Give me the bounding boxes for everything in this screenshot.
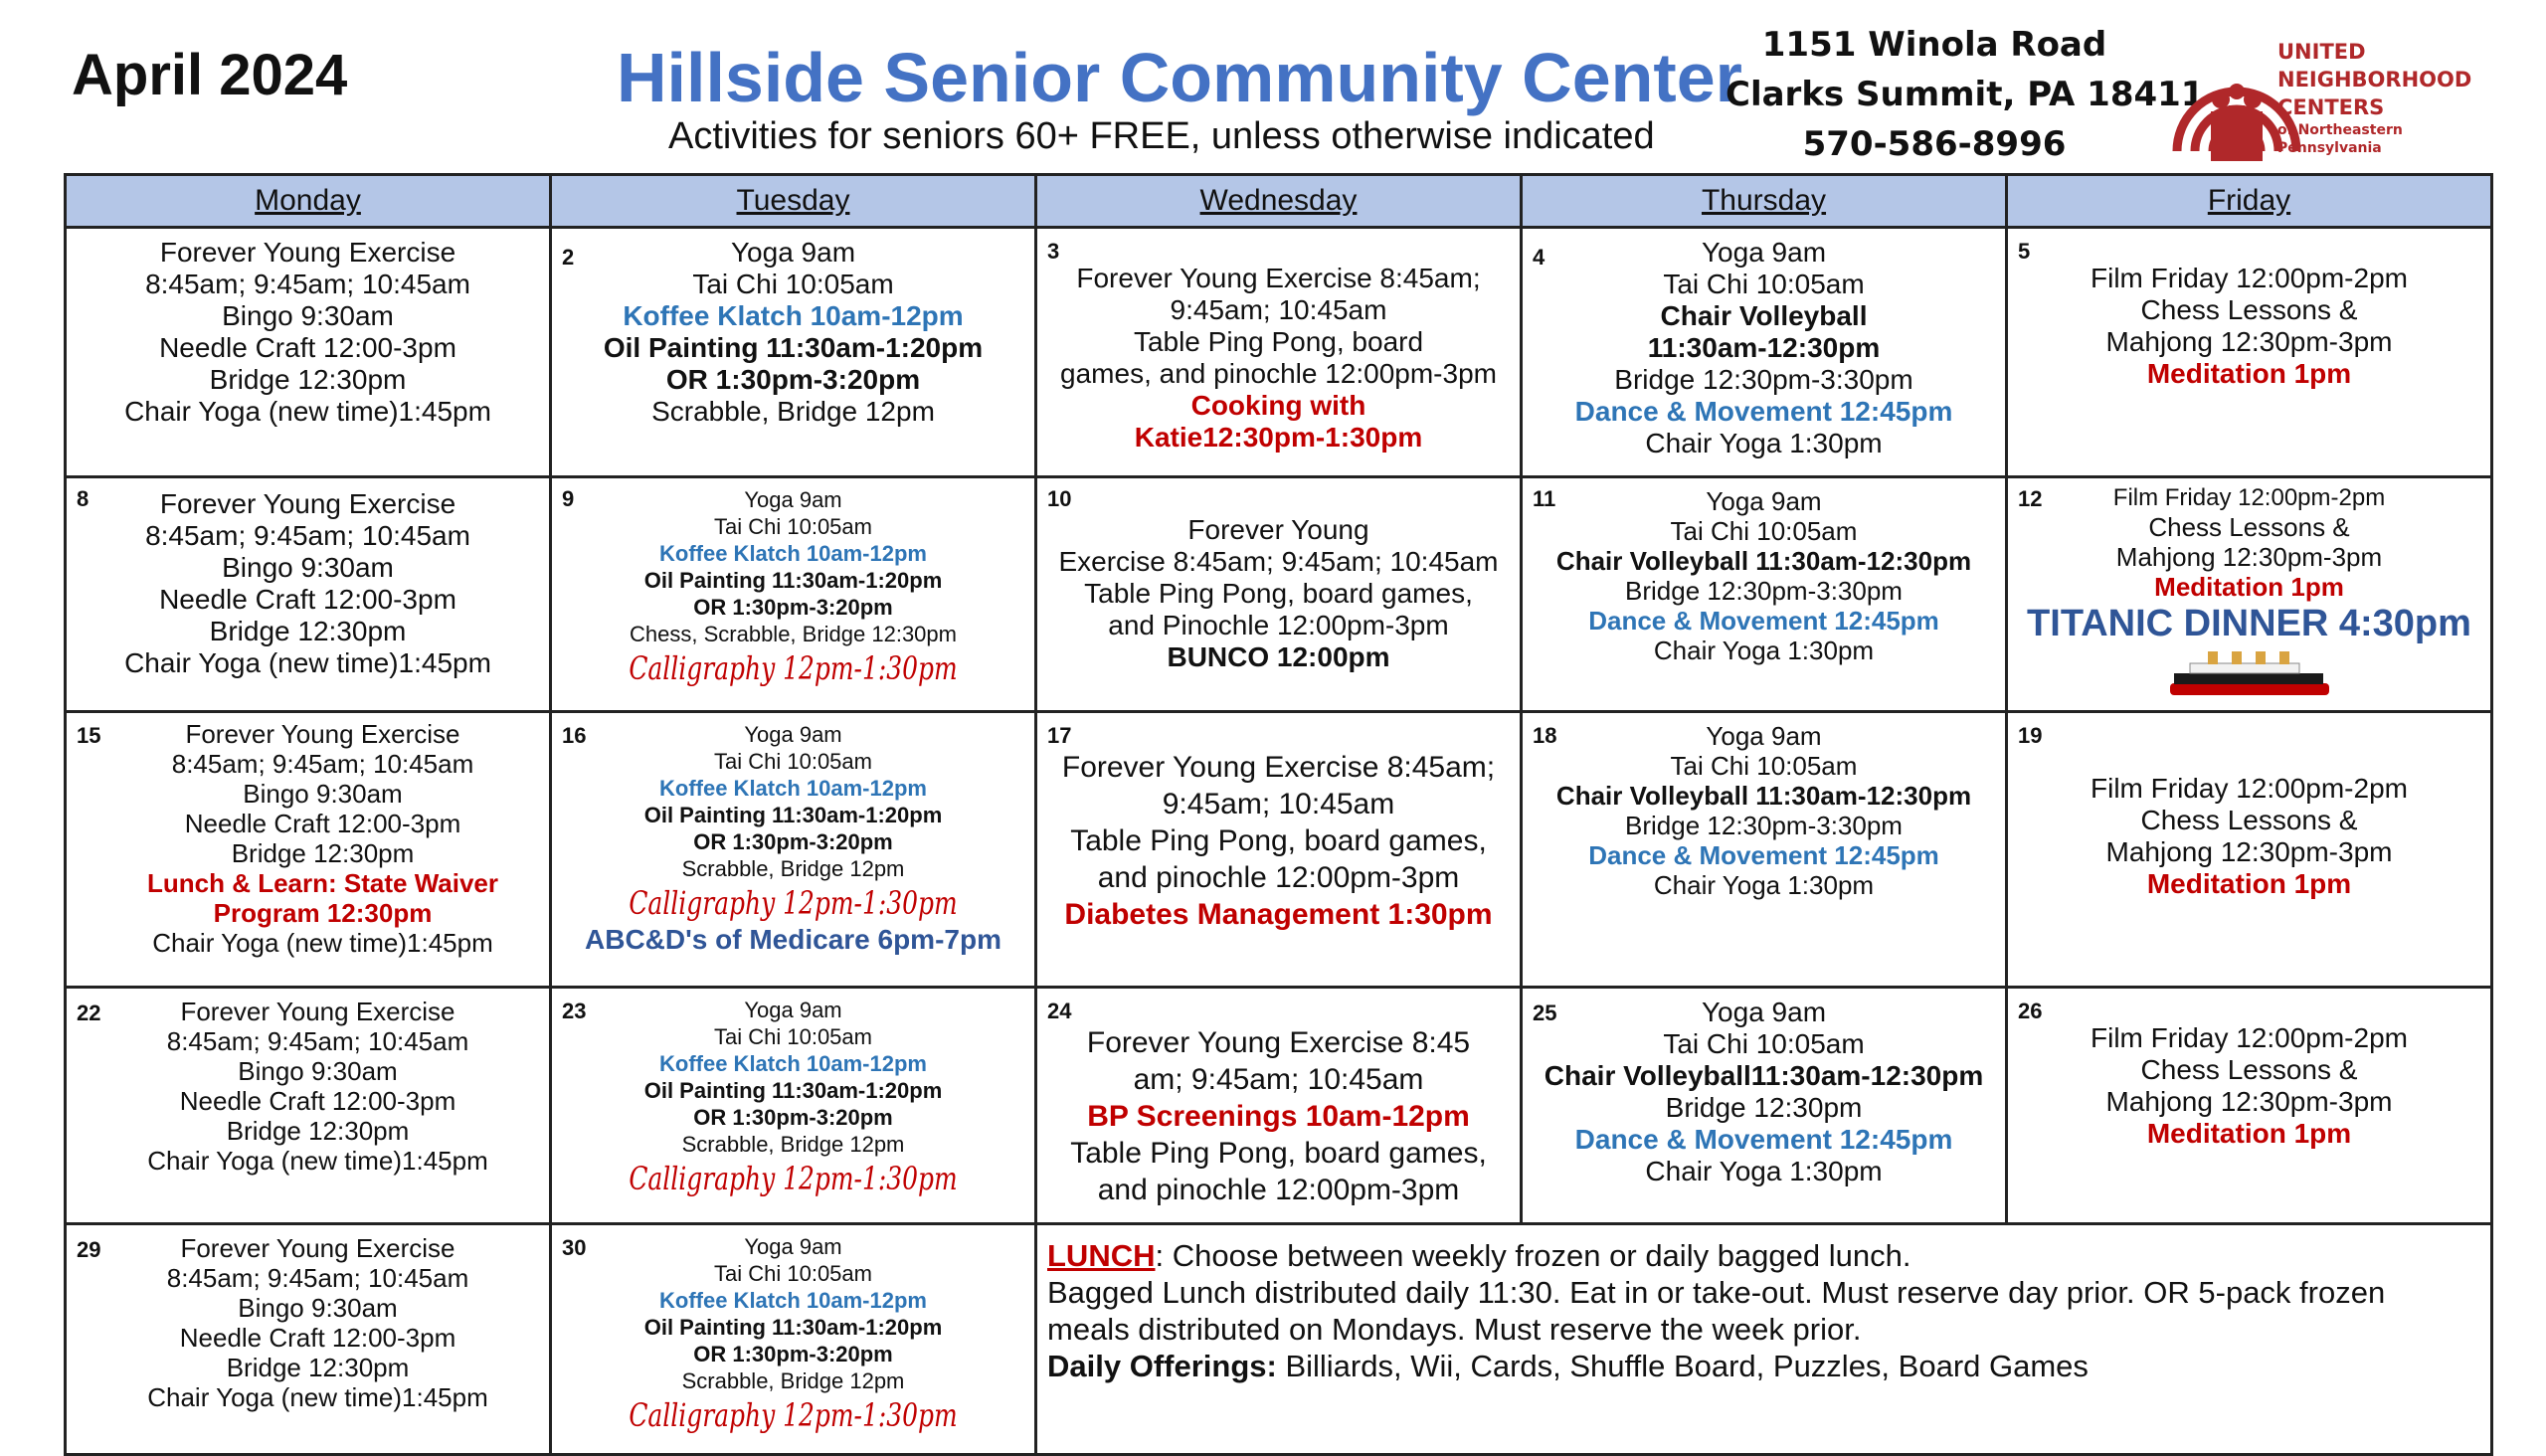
- activity: Chair Volleyball 11:30am-12:30pm: [1555, 781, 1972, 811]
- activity: Chess, Scrabble, Bridge 12:30pm: [630, 621, 957, 646]
- calligraphy-activity: Calligraphy 12pm-1:30pm: [629, 1159, 958, 1197]
- activity: Bridge 12:30pm: [209, 615, 407, 646]
- activity: Needle Craft 12:00-3pm: [184, 809, 461, 838]
- weekday-header: Wednesday: [1036, 175, 1522, 228]
- activity: Chess Lessons &: [2140, 294, 2358, 326]
- activity: Tai Chi 10:05am: [714, 1260, 872, 1286]
- weekday-header: Monday: [66, 175, 551, 228]
- activity: Chair Yoga (new time)1:45pm: [147, 1381, 488, 1412]
- bagged-lunch-line: Bagged Lunch distributed daily 11:30. Eat in or take-out. Must reserve day prior. OR 5-pack frozen: [1047, 1274, 2386, 1310]
- activity: Forever Young Exercise 8:45: [1086, 1025, 1471, 1059]
- activity-highlight: ABC&D's of Medicare 6pm-7pm: [585, 924, 1001, 955]
- activity: Forever Young Exercise 8:45am;: [1061, 751, 1496, 784]
- day-cell: [551, 228, 1036, 476]
- activity: OR 1:30pm-3:20pm: [693, 829, 893, 854]
- lunch-label: LUNCH: [1047, 1237, 1156, 1273]
- activity: Needle Craft 12:00-3pm: [179, 1322, 456, 1353]
- activity-highlight: Lunch & Learn: State Waiver: [147, 868, 498, 898]
- activity: Tai Chi 10:05am: [714, 1023, 872, 1049]
- activity: OR 1:30pm-3:20pm: [693, 1104, 893, 1130]
- activity: Bridge 12:30pm: [1665, 1091, 1863, 1123]
- week-row: [66, 987, 2492, 1223]
- activity-highlight: Cooking with: [1190, 390, 1366, 422]
- activity: Yoga 9am: [730, 237, 856, 269]
- activity: Tai Chi 10:05am: [1670, 751, 1858, 781]
- activity: 9:45am; 10:45am: [1170, 294, 1387, 326]
- activity: Bridge 12:30pm-3:30pm: [1625, 811, 1903, 840]
- activity: Chair Yoga (new time)1:45pm: [152, 928, 493, 958]
- activity: Scrabble, Bridge 12pm: [681, 1367, 905, 1393]
- activity: Bridge 12:30pm: [231, 838, 415, 868]
- activity-highlight: Dance & Movement 12:45pm: [1574, 396, 1953, 428]
- activity-highlight: BP Screenings 10am-12pm: [1087, 1099, 1470, 1133]
- month-title: April 2024: [72, 43, 348, 107]
- logo-line: NEIGHBORHOOD: [2277, 68, 2472, 91]
- day-number: 2: [562, 245, 575, 271]
- day-number: 22: [77, 1000, 101, 1025]
- activity: Tai Chi 10:05am: [1670, 515, 1858, 546]
- activity-highlight: Diabetes Management 1:30pm: [1064, 898, 1493, 931]
- activity: Chair Yoga 1:30pm: [1645, 1155, 1883, 1186]
- activity-highlight: Koffee Klatch 10am-12pm: [659, 1050, 927, 1076]
- day-cell: [1036, 476, 1522, 711]
- day-cell: [1036, 712, 1522, 988]
- activity: Bridge 12:30pm: [226, 1352, 410, 1382]
- activity-highlight: Koffee Klatch 10am-12pm: [623, 300, 964, 332]
- activity: Forever Young: [1187, 513, 1369, 545]
- logo-line: of Northeastern: [2277, 122, 2403, 138]
- week-row: [66, 476, 2492, 711]
- activity: Bridge 12:30pm-3:30pm: [1625, 575, 1903, 606]
- activity: OR 1:30pm-3:20pm: [693, 1341, 893, 1366]
- logo-text: [2277, 38, 2471, 157]
- activity: Chair Yoga 1:30pm: [1645, 428, 1883, 459]
- activity: Forever Young Exercise: [180, 996, 455, 1026]
- activity: and pinochle 12:00pm-3pm: [1097, 1173, 1460, 1206]
- activity: Chair Yoga 1:30pm: [1653, 635, 1875, 665]
- activity: Bridge 12:30pm: [226, 1115, 410, 1146]
- lunch-line: [1047, 1237, 2480, 1274]
- activity: and pinochle 12:00pm-3pm: [1097, 861, 1460, 894]
- daily-offerings-text: Billiards, Wii, Cards, Shuffle Board, Puzzles, Board Games: [1276, 1348, 2089, 1383]
- activity-highlight: Dance & Movement 12:45pm: [1588, 840, 1939, 870]
- day-cell: [2007, 476, 2492, 711]
- activity: games, and pinochle 12:00pm-3pm: [1060, 358, 1497, 390]
- day-cell: [66, 712, 551, 988]
- activity: Yoga 9am: [1706, 485, 1822, 516]
- day-cell: [1522, 476, 2007, 711]
- activity: Yoga 9am: [744, 486, 842, 512]
- activity: Yoga 9am: [744, 722, 842, 747]
- activity: Yoga 9am: [1706, 721, 1822, 751]
- activity: Yoga 9am: [1701, 996, 1827, 1027]
- weekday-header: Tuesday: [551, 175, 1036, 228]
- daily-offerings-label: Daily Offerings:: [1047, 1348, 1277, 1383]
- activity-highlight: Meditation 1pm: [2146, 868, 2352, 899]
- activity-highlight: Meditation 1pm: [2154, 571, 2344, 602]
- activity: Chess Lessons &: [2148, 511, 2350, 542]
- activity: Mahjong 12:30pm-3pm: [2105, 836, 2393, 867]
- day-cell: [66, 476, 551, 711]
- activity-highlight: Koffee Klatch 10am-12pm: [659, 776, 927, 801]
- activity-highlight: Katie12:30pm-1:30pm: [1134, 422, 1423, 454]
- activity: Bingo 9:30am: [238, 1292, 398, 1323]
- activity: Tai Chi 10:05am: [714, 749, 872, 774]
- day-cell: [66, 1223, 551, 1454]
- day-number: 11: [1533, 485, 1556, 511]
- activity: Needle Craft 12:00-3pm: [159, 332, 456, 364]
- day-cell: [551, 476, 1036, 711]
- activity: Bingo 9:30am: [238, 1055, 398, 1086]
- day-cell: [551, 712, 1036, 988]
- activity: Chair Yoga (new time)1:45pm: [124, 396, 491, 428]
- event-highlight: TITANIC DINNER 4:30pm: [2027, 602, 2471, 644]
- activity: Oil Painting 11:30am-1:20pm: [643, 1314, 943, 1340]
- activity: Bridge 12:30pm-3:30pm: [1614, 364, 1913, 396]
- day-cell: [2007, 228, 2492, 476]
- day-number: 19: [2018, 723, 2043, 748]
- activity: Table Ping Pong, board games,: [1070, 1136, 1487, 1170]
- activity: Forever Young Exercise: [159, 487, 456, 519]
- activity: Film Friday 12:00pm-2pm: [2091, 263, 2408, 294]
- day-cell: [1522, 987, 2007, 1223]
- week-row: [66, 1223, 2492, 1454]
- activity: Tai Chi 10:05am: [692, 269, 894, 300]
- day-number: 12: [2018, 485, 2043, 511]
- day-number: 30: [562, 1234, 587, 1260]
- day-number: 9: [562, 485, 575, 511]
- activity: Chair Volleyball 11:30am-12:30pm: [1555, 545, 1972, 576]
- day-cell: [1036, 228, 1522, 476]
- day-cell: [1522, 712, 2007, 988]
- activity: Scrabble, Bridge 12pm: [681, 856, 905, 881]
- activity: Mahjong 12:30pm-3pm: [2105, 1085, 2393, 1117]
- activity: Yoga 9am: [744, 1233, 842, 1259]
- activity: Bingo 9:30am: [243, 779, 403, 809]
- activity: Chair Volleyball11:30am-12:30pm: [1544, 1059, 1984, 1091]
- activity: Oil Painting 11:30am-1:20pm: [643, 567, 943, 593]
- activity: Mahjong 12:30pm-3pm: [2115, 541, 2383, 572]
- activity: Chair Yoga 1:30pm: [1653, 870, 1875, 900]
- logo-line: CENTERS: [2277, 95, 2385, 119]
- activity: Chair Yoga (new time)1:45pm: [147, 1145, 488, 1176]
- activity: Needle Craft 12:00-3pm: [179, 1085, 456, 1116]
- activity: Chess Lessons &: [2140, 1053, 2358, 1085]
- activity: 8:45am; 9:45am; 10:45am: [166, 1262, 469, 1293]
- activity: OR 1:30pm-3:20pm: [665, 364, 921, 396]
- activity: Film Friday 12:00pm-2pm: [2112, 483, 2386, 511]
- phone-number: 570-586-8996: [1802, 124, 2067, 164]
- address-street: 1151 Winola Road: [1761, 25, 2107, 65]
- activity: Chair Volleyball: [1660, 300, 1868, 332]
- activity: Film Friday 12:00pm-2pm: [2091, 773, 2408, 804]
- day-number: 16: [562, 723, 587, 748]
- day-cell: [551, 1223, 1036, 1454]
- day-cell: [66, 987, 551, 1223]
- activity: Oil Painting 11:30am-1:20pm: [643, 1077, 943, 1103]
- day-number: 4: [1533, 245, 1546, 271]
- bagged-lunch-line: meals distributed on Mondays. Must reserve the week prior.: [1047, 1311, 1862, 1347]
- activity: Forever Young Exercise 8:45am;: [1076, 263, 1481, 294]
- day-number: 5: [2018, 239, 2031, 265]
- day-number: 3: [1047, 239, 1060, 265]
- activity: Table Ping Pong, board games,: [1070, 824, 1487, 857]
- activity: Forever Young Exercise: [159, 237, 456, 269]
- activity-highlight: Koffee Klatch 10am-12pm: [659, 540, 927, 566]
- day-number: 15: [77, 723, 101, 748]
- logo-line: Pennsylvania: [2277, 140, 2382, 156]
- activity: 8:45am; 9:45am; 10:45am: [166, 1025, 469, 1056]
- calligraphy-activity: Calligraphy 12pm-1:30pm: [629, 1395, 958, 1434]
- day-number: 26: [2018, 998, 2043, 1023]
- activity-highlight: Dance & Movement 12:45pm: [1574, 1123, 1953, 1155]
- day-cell: [2007, 712, 2492, 988]
- calligraphy-activity: Calligraphy 12pm-1:30pm: [629, 884, 958, 922]
- activity: Chess Lessons &: [2140, 805, 2358, 835]
- activity: Scrabble, Bridge 12pm: [651, 396, 935, 428]
- activity: Bingo 9:30am: [222, 300, 394, 332]
- calendar-table: [64, 173, 2493, 1456]
- activity: Chair Yoga (new time)1:45pm: [124, 646, 491, 678]
- activity: 8:45am; 9:45am; 10:45am: [171, 749, 474, 779]
- activity: Table Ping Pong, board games,: [1084, 577, 1473, 609]
- activity: Yoga 9am: [744, 997, 842, 1022]
- weekday-header: Friday: [2007, 175, 2492, 228]
- center-name: Hillside Senior Community Center: [617, 39, 1742, 116]
- day-number: 17: [1047, 723, 1072, 748]
- activity: Bridge 12:30pm: [209, 364, 407, 396]
- calligraphy-activity: Calligraphy 12pm-1:30pm: [629, 648, 958, 687]
- lunch-info-cell: [1036, 1223, 2492, 1454]
- day-number: 25: [1533, 1000, 1557, 1025]
- day-number: 8: [77, 485, 90, 511]
- activity: Oil Painting 11:30am-1:20pm: [643, 803, 943, 827]
- activity: Exercise 8:45am; 9:45am; 10:45am: [1058, 545, 1499, 577]
- activity-highlight: Program 12:30pm: [213, 898, 433, 928]
- activity: and Pinochle 12:00pm-3pm: [1108, 609, 1449, 640]
- ship-icon: [2160, 647, 2339, 701]
- day-number: 18: [1533, 723, 1557, 748]
- activity-highlight: Koffee Klatch 10am-12pm: [659, 1287, 927, 1313]
- day-cell: [1036, 987, 1522, 1223]
- activity: Forever Young Exercise: [180, 1232, 455, 1263]
- weekday-header: Thursday: [1522, 175, 2007, 228]
- lunch-text: : Choose between weekly frozen or daily bagged lunch.: [1155, 1237, 1911, 1273]
- activity: Needle Craft 12:00-3pm: [159, 583, 456, 615]
- activity: Tai Chi 10:05am: [714, 513, 872, 539]
- day-cell: [551, 987, 1036, 1223]
- activity: Film Friday 12:00pm-2pm: [2091, 1021, 2408, 1053]
- activity: Bingo 9:30am: [222, 551, 394, 583]
- activity: Mahjong 12:30pm-3pm: [2105, 326, 2393, 358]
- activity: Tai Chi 10:05am: [1663, 269, 1865, 300]
- activity: BUNCO 12:00pm: [1167, 640, 1390, 672]
- activity: Forever Young Exercise: [185, 719, 460, 749]
- week-row: [66, 228, 2492, 476]
- logo-line: UNITED: [2277, 40, 2366, 64]
- weekday-header-row: [66, 175, 2492, 228]
- subtitle: Activities for seniors 60+ FREE, unless otherwise indicated: [668, 115, 1655, 157]
- activity: 8:45am; 9:45am; 10:45am: [145, 519, 470, 551]
- address-block: [1726, 20, 2205, 169]
- activity: Oil Painting 11:30am-1:20pm: [603, 332, 984, 364]
- week-row: [66, 712, 2492, 988]
- address-city: Clarks Summit, PA 18411: [1726, 75, 2205, 114]
- activity: 11:30am-12:30pm: [1647, 332, 1881, 364]
- activity: Scrabble, Bridge 12pm: [681, 1131, 905, 1157]
- activity: Yoga 9am: [1701, 237, 1827, 269]
- activity-highlight: Meditation 1pm: [2146, 358, 2352, 390]
- activity: am; 9:45am; 10:45am: [1133, 1062, 1424, 1096]
- day-number: 29: [77, 1236, 101, 1262]
- day-cell: [2007, 987, 2492, 1223]
- day-number: 10: [1047, 485, 1072, 511]
- activity-highlight: Dance & Movement 12:45pm: [1588, 605, 1939, 636]
- activity-highlight: Meditation 1pm: [2146, 1117, 2352, 1149]
- activity: 8:45am; 9:45am; 10:45am: [145, 269, 470, 300]
- day-number: 24: [1047, 998, 1072, 1023]
- activity: 9:45am; 10:45am: [1162, 788, 1395, 820]
- day-cell: [66, 228, 551, 476]
- activity: Table Ping Pong, board: [1133, 326, 1424, 358]
- day-number: 23: [562, 998, 587, 1023]
- daily-offerings-line: [1047, 1348, 2480, 1384]
- activity: OR 1:30pm-3:20pm: [693, 594, 893, 620]
- day-cell: [1522, 228, 2007, 476]
- activity: Tai Chi 10:05am: [1663, 1027, 1865, 1059]
